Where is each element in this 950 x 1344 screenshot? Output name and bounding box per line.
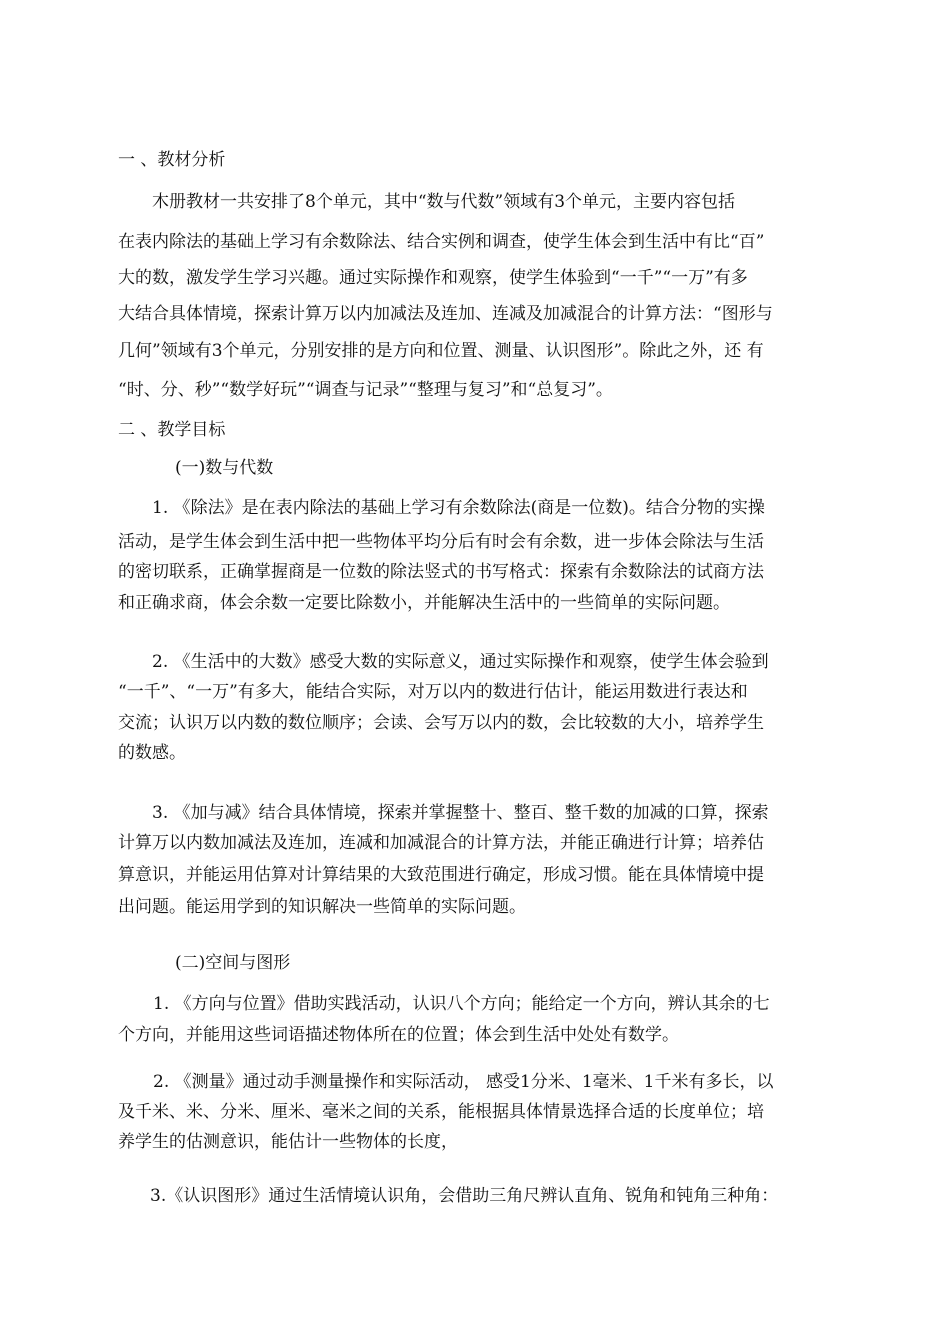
list-item-line: 计算万以内数加减法及连加，连减和加减混合的计算方法，并能正确进行计算；培养估 (118, 833, 764, 853)
list-item-line: 的数感。 (118, 743, 186, 763)
list-item-line: 2. 《生活中的大数》感受大数的实际意义，通过实际操作和观察，使学生体会验到 (152, 652, 769, 672)
section-heading-teaching-goals: 二 、教学目标 (118, 420, 226, 440)
list-item-line: 1. 《除法》是在表内除法的基础上学习有余数除法(商是一位数)。结合分物的实操 (152, 498, 765, 518)
list-item-line: 算意识，并能运用估算对计算结果的大致范围进行确定，形成习惯。能在具体情境中提 (118, 865, 764, 885)
list-item-line: 的密切联系，正确掌握商是一位数的除法竖式的书写格式：探索有余数除法的试商方法 (118, 562, 764, 582)
list-item-line: 出问题。能运用学到的知识解决一些简单的实际问题。 (118, 897, 526, 917)
list-item-line: 养学生的估测意识，能估计一些物体的长度， (118, 1132, 458, 1152)
paragraph-line: 大结合具体情境，探索计算万以内加减法及连加、连减及加减混合的计算方法：“图形与 (118, 304, 773, 324)
list-item-line: 3.《认识图形》通过生活情境认识角，会借助三角尺辨认直角、锐角和钝角三种角： (150, 1186, 779, 1206)
list-item-line: 3. 《加与减》结合具体情境，探索并掌握整十、整百、整千数的加减的口算，探索 (152, 803, 769, 823)
section-heading-teaching-material-analysis: 一 、教材分析 (118, 150, 226, 170)
list-item-line: 交流；认识万以内数的数位顺序；会读、会写万以内的数，会比较数的大小，培养学生 (118, 713, 764, 733)
subsection-heading-numbers-algebra: (一)数与代数 (175, 458, 274, 478)
list-item-line: 活动，是学生体会到生活中把一些物体平均分后有时会有余数，进一步体会除法与生活 (118, 532, 764, 552)
list-item-line: 2. 《测量》通过动手测量操作和实际活动， 感受1分米、1毫米、1千米有多长，以 (153, 1072, 774, 1092)
list-item-line: 及千米、米、分米、厘米、毫米之间的关系，能根据具体情景选择合适的长度单位；培 (118, 1102, 764, 1122)
list-item-line: 1. 《方向与位置》借助实践活动，认识八个方向；能给定一个方向，辨认其余的七 (153, 994, 770, 1014)
paragraph-line: 在表内除法的基础上学习有余数除法、结合实例和调查，使学生体会到生活中有比“百” (118, 232, 765, 252)
list-item-line: “一千”、“一万”有多大，能结合实际，对万以内的数进行估计，能运用数进行表达和 (118, 682, 748, 702)
paragraph-line: 几何”领域有3个单元，分别安排的是方向和位置、测量、认识图形”。除此之外，还 有 (118, 341, 764, 361)
list-item-line: 和正确求商，体会余数一定要比除数小，并能解决生活中的一些简单的实际问题。 (118, 593, 730, 613)
paragraph-line: 木册教材一共安排了8个单元，其中“数与代数”领域有3个单元，主要内容包括 (152, 192, 736, 212)
paragraph-line: “时、分、秒”“数学好玩”“调查与记录”“整理与复习”和“总复习”。 (118, 380, 613, 400)
subsection-heading-space-shapes: (二)空间与图形 (175, 953, 291, 973)
list-item-line: 个方向，并能用这些词语描述物体所在的位置；体会到生活中处处有数学。 (118, 1025, 679, 1045)
paragraph-line: 大的数，激发学生学习兴趣。通过实际操作和观察，使学生体验到“一千”“一万”有多 (118, 268, 748, 288)
